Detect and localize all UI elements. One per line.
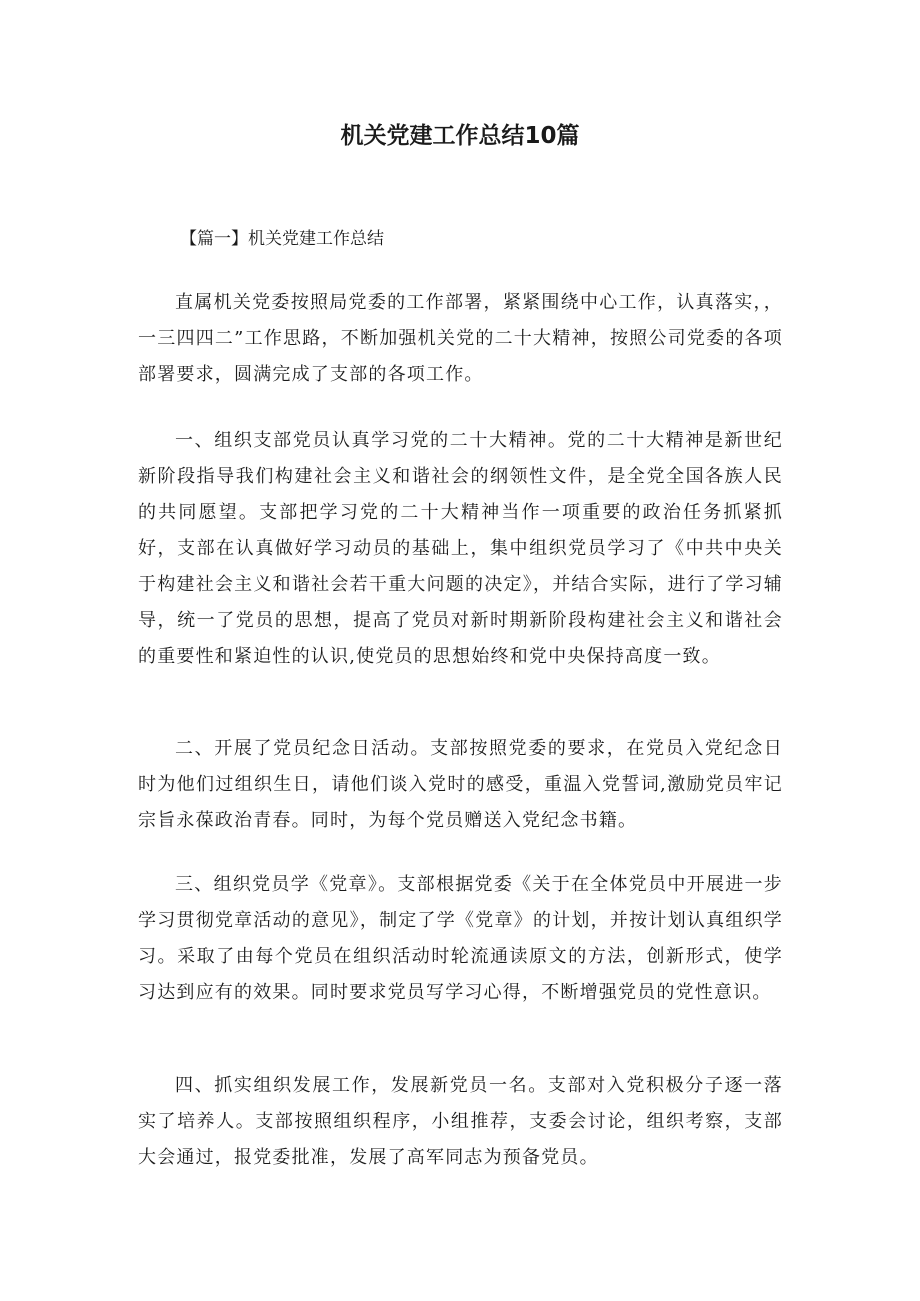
paragraph-one: 一、组织支部党员认真学习党的二十大精神。党的二十大精神是新世纪新阶段指导我们构建社会主义和谐社会的纲领性文件，是全党全国各族人民的共同愿望。支部把学习党的二十大精神当作一项重要的政治任务抓紧抓好，支部在认真做好学习动员的基础上，集中组织党员学习了《中共中央关于构建社会主义和谐社会若干重大问题的决定》，并结合实际，进行了学习辅导，统一了党员的思想，提高了党员对新时期新阶段构建社会主义和谐社会的重要性和紧迫性的认识,使党员的思想始终和党中央保持高度一致。 [138,430,783,667]
paragraph-four: 四、抓实组织发展工作，发展新党员一名。支部对入党积极分子逐一落实了培养人。支部按照组织程序，小组推荐，支委会讨论，组织考察，支部大会通过，报党委批准，发展了高军同志为预备党员。 [138,1075,783,1168]
paragraph-three: 三、组织党员学《党章》。支部根据党委《关于在全体党员中开展进一步学习贯彻党章活动的意见》，制定了学《党章》的计划，并按计划认真组织学习。采取了由每个党员在组织活动时轮流通读原文的方法，创新形式，使学习达到应有的效果。同时要求党员写学习心得，不断增强党员的党性意识。 [138,874,783,1003]
document-title: 机关党建工作总结10篇 [340,123,580,149]
paragraph-two: 二、开展了党员纪念日活动。支部按照党委的要求，在党员入党纪念日时为他们过组织生日，请他们谈入党时的感受，重温入党誓词,激励党员牢记宗旨永葆政治青春。同时，为每个党员赠送入党纪念书籍。 [138,738,783,831]
paragraph-intro: 直属机关党委按照局党委的工作部署，紧紧围绕中心工作，认真落实，，一三四四二”工作思路，不断加强机关党的二十大精神，按照公司党委的各项部署要求，圆满完成了支部的各项工作。 [138,292,783,385]
section-heading: 【篇一】机关党建工作总结 [180,229,384,249]
